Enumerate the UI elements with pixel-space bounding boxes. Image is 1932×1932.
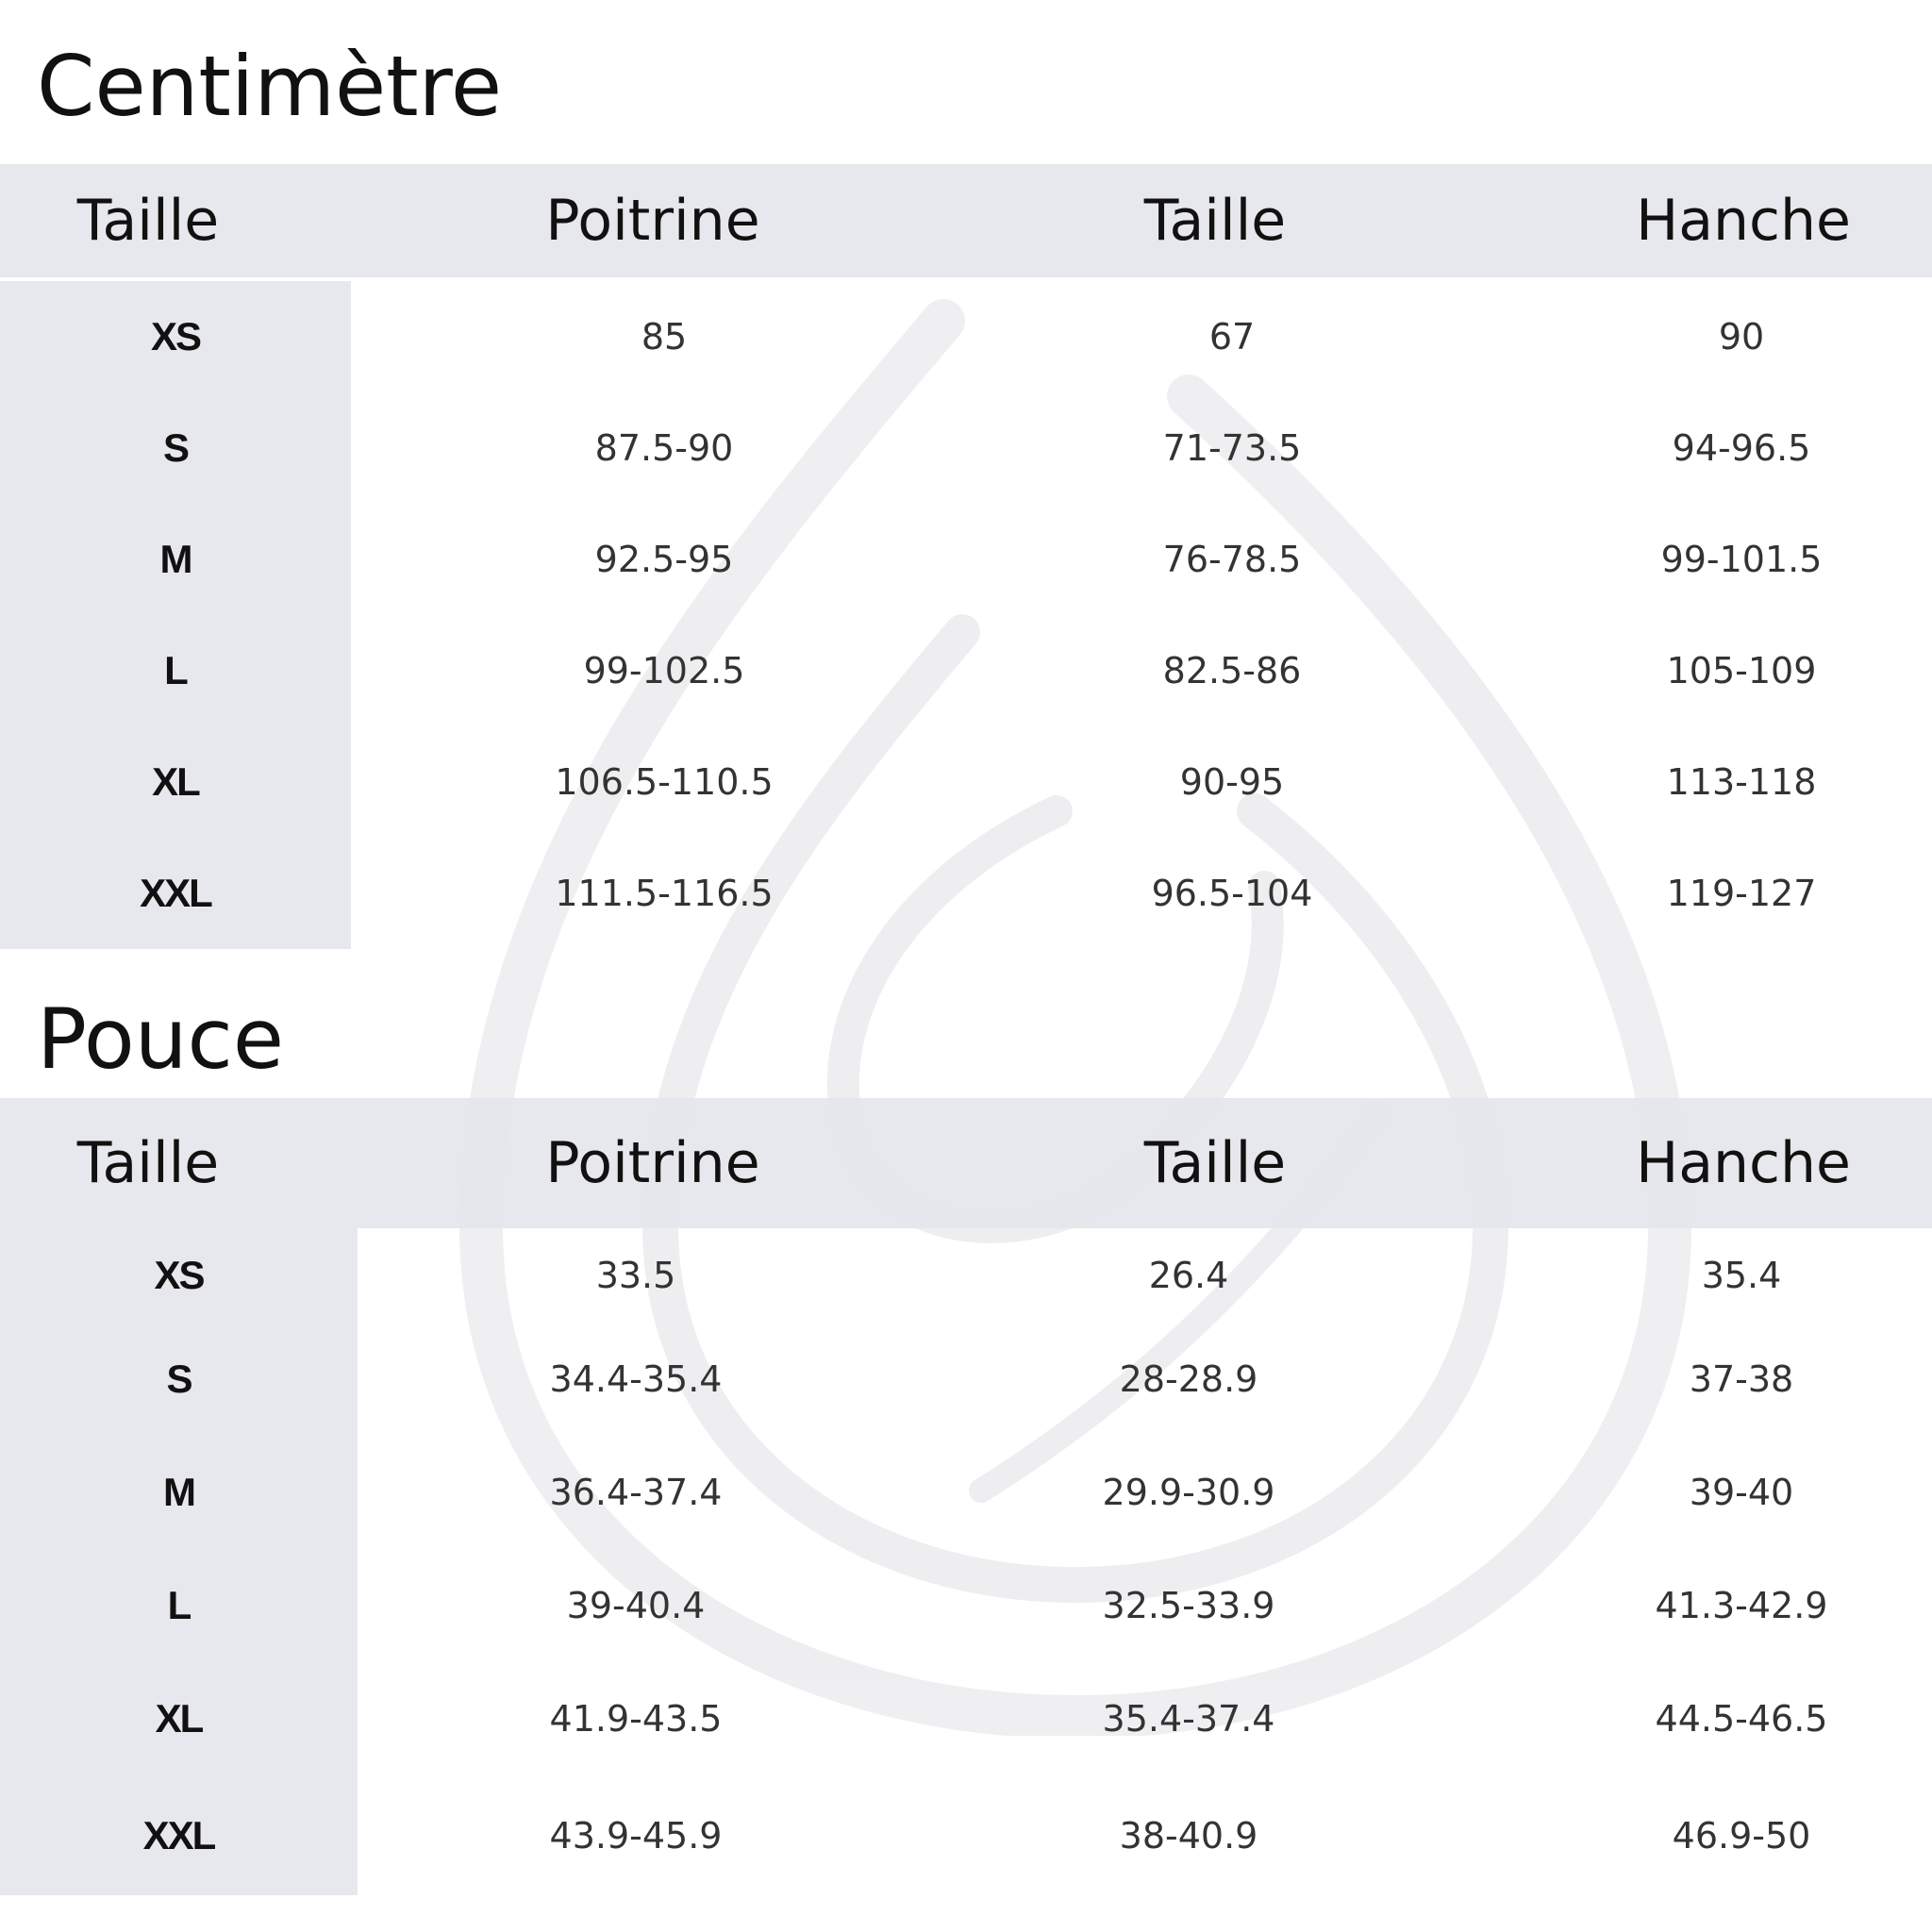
taille-value: 26.4	[1148, 1255, 1229, 1296]
table-row	[0, 1775, 1932, 1895]
table-row	[0, 615, 1932, 726]
table-row	[0, 1549, 1932, 1662]
size-label: S	[0, 392, 351, 504]
hanche-value: 46.9-50	[1672, 1814, 1811, 1857]
section-title-pouce: Pouce	[37, 991, 285, 1088]
taille-value: 90-95	[1179, 761, 1285, 803]
header-size: Taille	[76, 188, 220, 254]
hanche-value: 105-109	[1666, 650, 1817, 691]
table-row	[0, 281, 1932, 392]
size-label: L	[0, 615, 351, 726]
hanche-value: 35.4	[1701, 1255, 1782, 1296]
table-row	[0, 1436, 1932, 1549]
size-label: M	[0, 1436, 358, 1549]
poitrine-value: 87.5-90	[594, 427, 734, 469]
table-row	[0, 726, 1932, 838]
header-poitrine: Poitrine	[545, 188, 760, 254]
taille-value: 38-40.9	[1119, 1814, 1258, 1857]
poitrine-value: 39-40.4	[566, 1585, 706, 1626]
hanche-value: 39-40	[1689, 1472, 1794, 1513]
header-size: Taille	[76, 1130, 220, 1196]
hanche-value: 41.3-42.9	[1655, 1585, 1828, 1626]
header-hanche: Hanche	[1636, 188, 1851, 254]
table-row	[0, 1323, 1932, 1436]
poitrine-value: 41.9-43.5	[549, 1698, 723, 1740]
size-label: XS	[0, 281, 351, 392]
header-hanche: Hanche	[1636, 1130, 1851, 1196]
table-row	[0, 392, 1932, 504]
table-header	[0, 1098, 1932, 1228]
taille-value: 32.5-33.9	[1102, 1585, 1275, 1626]
section-title-centimetre: Centimètre	[37, 38, 503, 135]
taille-value: 71-73.5	[1162, 427, 1302, 469]
hanche-value: 113-118	[1666, 761, 1817, 803]
size-label: XXL	[0, 838, 351, 949]
taille-value: 76-78.5	[1162, 539, 1302, 580]
size-table-pouce	[0, 1098, 1932, 1895]
table-row	[0, 504, 1932, 615]
size-label: XXL	[0, 1775, 358, 1895]
table-header	[0, 164, 1932, 277]
size-table-centimetre	[0, 164, 1932, 949]
hanche-value: 119-127	[1666, 873, 1817, 914]
poitrine-value: 36.4-37.4	[549, 1472, 723, 1513]
poitrine-value: 34.4-35.4	[549, 1358, 723, 1400]
size-label: L	[0, 1549, 358, 1662]
taille-value: 28-28.9	[1119, 1358, 1258, 1400]
header-taille: Taille	[1143, 1130, 1287, 1196]
size-label: XS	[0, 1228, 358, 1323]
taille-value: 82.5-86	[1162, 650, 1302, 691]
taille-value: 67	[1208, 316, 1256, 358]
table-row	[0, 1228, 1932, 1323]
poitrine-value: 106.5-110.5	[555, 761, 774, 803]
size-label: M	[0, 504, 351, 615]
poitrine-value: 92.5-95	[594, 539, 734, 580]
poitrine-value: 111.5-116.5	[555, 873, 774, 914]
poitrine-value: 33.5	[595, 1255, 676, 1296]
header-taille: Taille	[1143, 188, 1287, 254]
header-poitrine: Poitrine	[545, 1130, 760, 1196]
taille-value: 29.9-30.9	[1102, 1472, 1275, 1513]
poitrine-value: 85	[641, 316, 688, 358]
hanche-value: 99-101.5	[1660, 539, 1823, 580]
taille-value: 35.4-37.4	[1102, 1698, 1275, 1740]
hanche-value: 37-38	[1689, 1358, 1794, 1400]
poitrine-value: 43.9-45.9	[549, 1814, 723, 1857]
hanche-value: 90	[1718, 316, 1765, 358]
hanche-value: 94-96.5	[1672, 427, 1811, 469]
size-label: XL	[0, 726, 351, 838]
poitrine-value: 99-102.5	[583, 650, 745, 691]
size-label: XL	[0, 1662, 358, 1775]
size-label: S	[0, 1323, 358, 1436]
table-row	[0, 1662, 1932, 1775]
hanche-value: 44.5-46.5	[1655, 1698, 1828, 1740]
table-row	[0, 838, 1932, 949]
taille-value: 96.5-104	[1151, 873, 1313, 914]
